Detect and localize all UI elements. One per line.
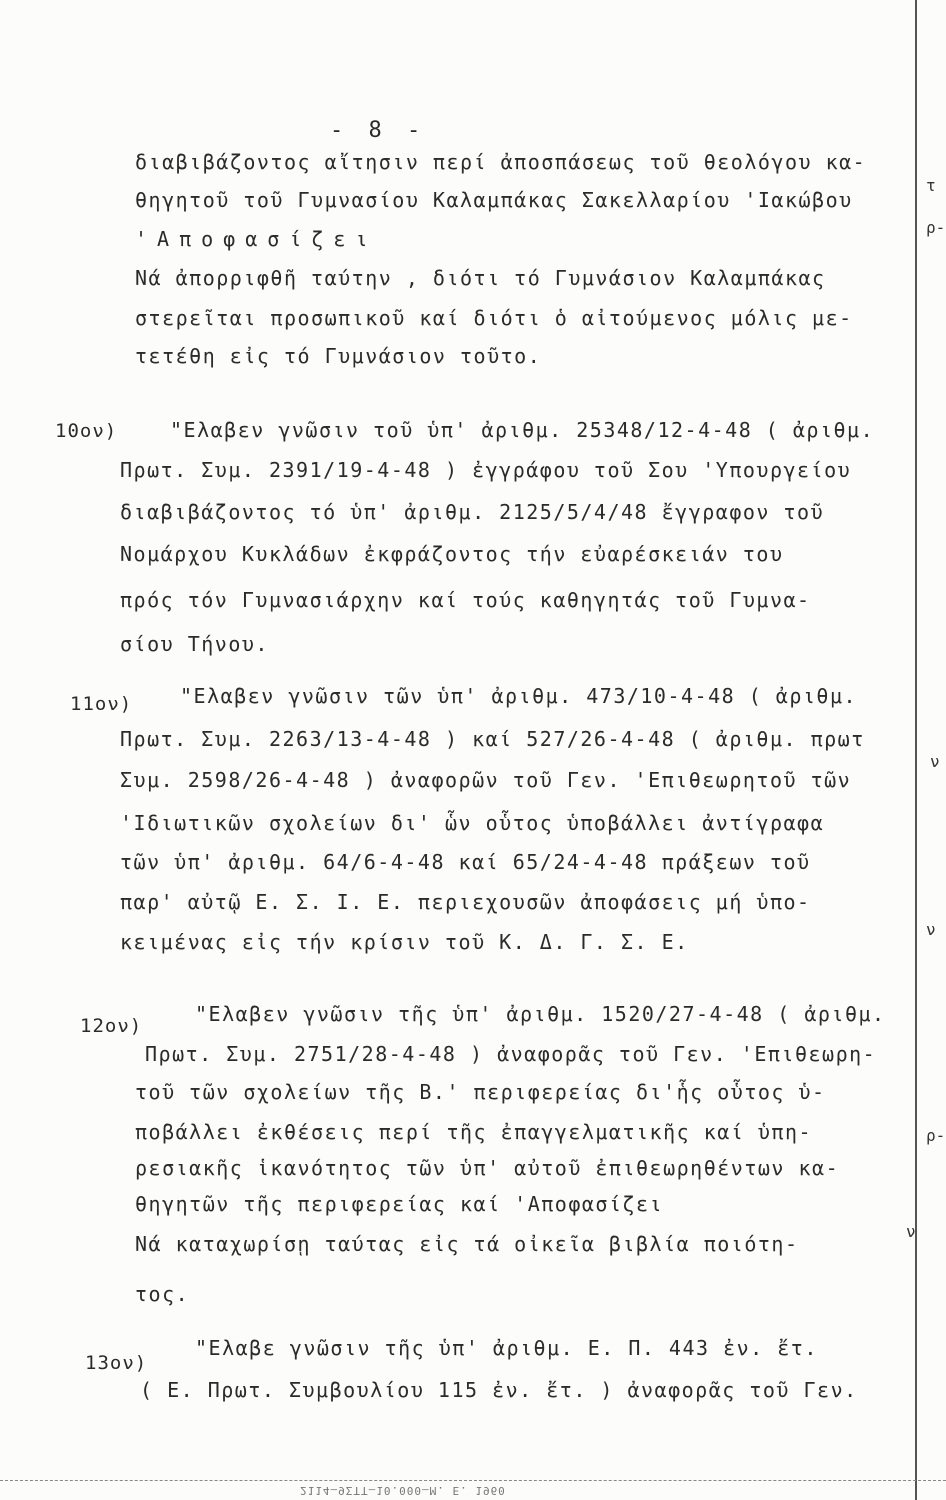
page-edge-line [915, 0, 917, 1500]
text-line: "Ελαβε γνῶσιν τῆς ὑπ' ἀριθμ. Ε. Π. 443 ἐν. ἔτ. [195, 1336, 818, 1360]
text-line: κειμένας εἰς τήν κρίσιν τοῦ Κ. Δ. Γ. Σ. Ε. [120, 930, 689, 954]
text-line: τοῦ τῶν σχολείων τῆς Β.' περιφερείας δι'ἧς οὗτος ὑ- [135, 1080, 826, 1104]
text-line: "Ελαβεν γνῶσιν τῶν ὑπ' ἀριθμ. 473/10-4-48 ( ἀριθμ. [180, 684, 858, 708]
text-line: τετέθη εἰς τό Γυμνάσιον τοῦτο. [135, 344, 542, 368]
margin-mark: τ [926, 176, 936, 195]
item-number: 12ον) [80, 1015, 143, 1037]
text-line: Πρωτ. Συμ. 2263/13-4-48 ) καί 527/26-4-48 ( ἀριθμ. πρωτ [120, 727, 865, 751]
text-line: 'Ιδιωτικῶν σχολείων δι' ὧν οὗτος ὑποβάλλει ἀντίγραφα [120, 811, 825, 835]
text-line: στερεῖται προσωπικοῦ καί διότι ὁ αἰτούμενος μόλις με- [135, 306, 853, 330]
text-line: θηγητοῦ τοῦ Γυμνασίου Καλαμπάκας Σακελλαρίου 'Ιακώβου [135, 188, 853, 212]
item-number: 11ον) [70, 693, 133, 715]
text-line: 'Αποφασίζει [135, 227, 378, 251]
text-line: διαβιβάζοντος τό ὑπ' ἀριθμ. 2125/5/4/48 ἔγγραφον τοῦ [120, 500, 825, 524]
text-line: Νά ἀπορριφθῆ ταύτην , διότι τό Γυμνάσιον Καλαμπάκας [135, 266, 826, 290]
margin-mark: ρ- [926, 1126, 946, 1145]
text-line: Πρωτ. Συμ. 2391/19-4-48 ) ἐγγράφου τοῦ Σου 'Υπουργείου [120, 458, 852, 482]
text-line: τῶν ὑπ' ἀριθμ. 64/6-4-48 καί 65/24-4-48 πράξεων τοῦ [120, 850, 811, 874]
text-line: παρ' αὐτῷ Ε. Σ. Ι. Ε. περιεχουσῶν ἀποφάσεις μή ὑπο- [120, 890, 811, 914]
item-number: 10ον) [55, 420, 118, 442]
text-line: θηγητῶν τῆς περιφερείας καί 'Αποφασίζει [135, 1192, 664, 1216]
margin-mark: ν [926, 920, 936, 939]
text-line: πρός τόν Γυμνασιάρχην καί τούς καθηγητάς τοῦ Γυμνα- [120, 588, 811, 612]
text-line: Νομάρχου Κυκλάδων ἐκφράζοντος τήν εὐαρέσκειάν του [120, 542, 784, 566]
text-line: ( Ε. Πρωτ. Συμβουλίου 115 ἐν. ἔτ. ) ἀναφορᾶς τοῦ Γεν. [140, 1378, 858, 1402]
page-number: - 8 - [330, 118, 427, 143]
text-line: Πρωτ. Συμ. 2751/28-4-48 ) ἀναφορᾶς τοῦ Γεν. 'Επιθεωρη- [145, 1042, 877, 1066]
text-line: Νά καταχωρίσῃ ταύτας εἰς τά οἰκεῖα βιβλία ποιότη- [135, 1232, 799, 1256]
printer-footer: 2114—9ΣΤΤ—10.000—Μ. Ε. 1960 [300, 1484, 506, 1497]
margin-mark: ρ- [926, 218, 946, 237]
text-line: "Ελαβεν γνῶσιν τῆς ὑπ' ἀριθμ. 1520/27-4-48 ( ἀριθμ. [195, 1002, 886, 1026]
text-line: Συμ. 2598/26-4-48 ) ἀναφορῶν τοῦ Γεν. 'Επιθεωρητοῦ τῶν [120, 768, 852, 792]
margin-mark: ν [906, 1222, 916, 1241]
text-line: ποβάλλει ἐκθέσεις περί τῆς ἐπαγγελματικῆς καί ὑπη- [135, 1120, 813, 1144]
item-number: 13ον) [85, 1352, 148, 1374]
text-line: ρεσιακῆς ἱκανότητος τῶν ὑπ' αὐτοῦ ἐπιθεωρηθέντων κα- [135, 1156, 840, 1180]
text-line: διαβιβάζοντος αἴτησιν περί ἀποσπάσεως τοῦ θεολόγου κα- [135, 150, 867, 174]
bottom-dashed-line [0, 1480, 946, 1481]
text-line: τος. [135, 1282, 190, 1306]
text-line: "Ελαβεν γνῶσιν τοῦ ὑπ' ἀριθμ. 25348/12-4-48 ( ἀριθμ. [170, 418, 875, 442]
text-line: σίου Τήνου. [120, 632, 269, 656]
margin-mark: ν [930, 752, 940, 771]
